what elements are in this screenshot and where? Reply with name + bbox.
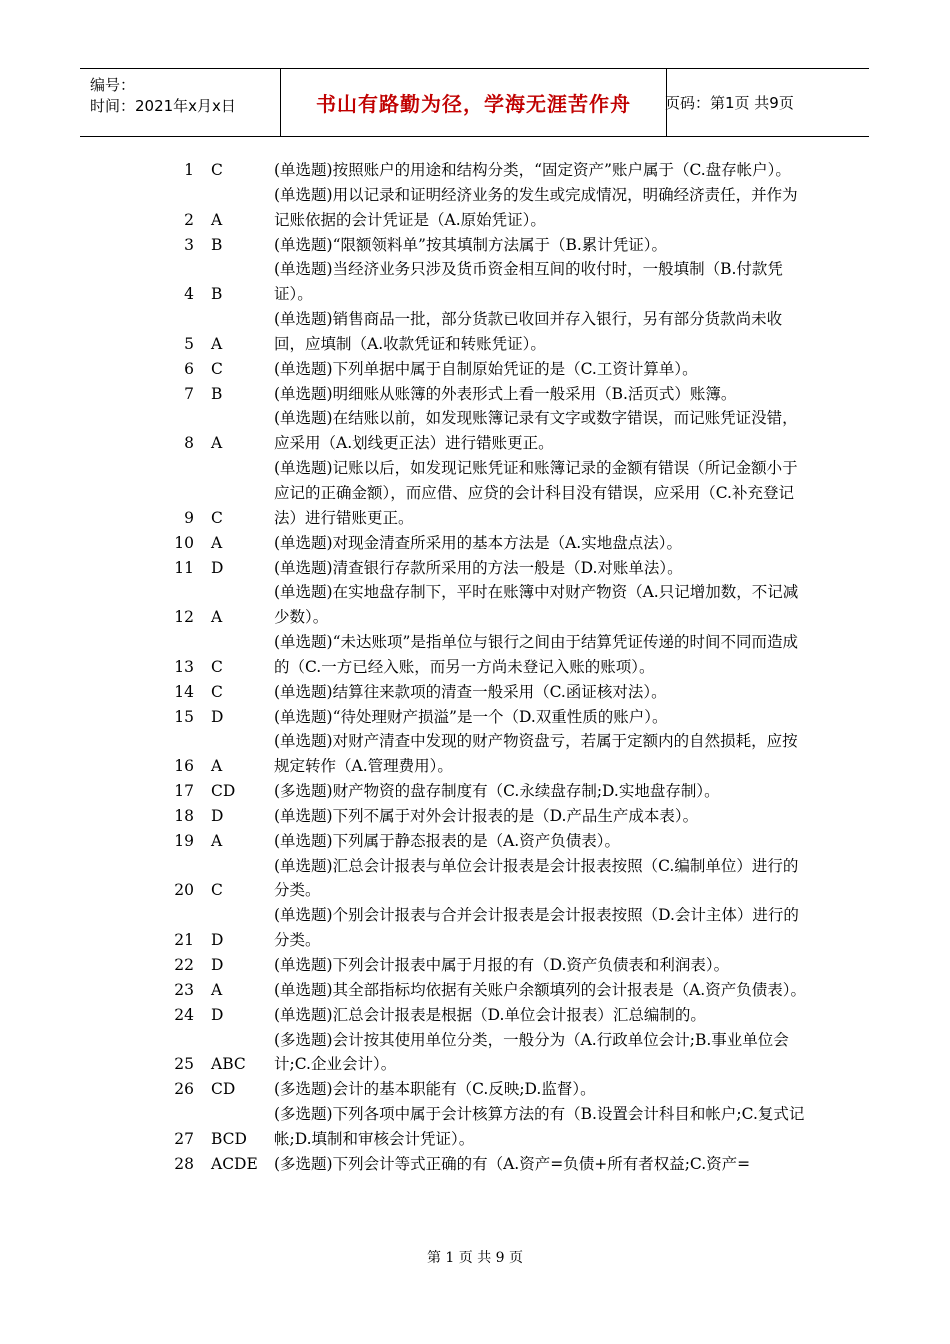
question-number: 22 [174,956,194,974]
question-text: (单选题)对现金清查所采用的基本方法是（A.实地盘点法）。 [274,533,682,552]
answer-key: ACDE [211,1154,258,1173]
question-number: 6 [184,359,194,378]
answer-key: A [211,334,223,353]
question-text: (单选题)记账以后，如发现记账凭证和账簿记录的金额有错误（所记金额小于应记的正确金额），而应借、应贷的会计科目没有错误，应采用（C.补充登记法）进行错账更正。 [274,459,798,527]
question-row [0,531,950,556]
question-row [0,382,950,407]
question-row [0,829,950,854]
question-number: 15 [174,707,194,726]
answer-key: A [211,210,223,229]
question-text: (多选题)会计的基本职能有（C.反映;D.监督）。 [274,1080,596,1099]
question-row [0,729,950,779]
time-label: 时间：2021年x月x日 [90,97,236,115]
answer-key: A [211,608,223,627]
answer-key: D [211,956,224,974]
question-number: 13 [174,657,194,676]
question-number: 19 [174,831,194,850]
question-text: (单选题)汇总会计报表是根据（D.单位会计报表）汇总编制的。 [274,1005,706,1024]
question-row [0,680,950,705]
question-list [0,158,950,1177]
question-number: 26 [174,1080,194,1099]
question-number: 5 [184,334,194,353]
answer-key: C [211,161,223,179]
answer-key: D [211,558,224,577]
answer-key: A [211,980,223,999]
answer-key: C [211,682,223,701]
question-number: 1 [184,161,194,179]
question-text: (多选题)财产物资的盘存制度有（C.永续盘存制;D.实地盘存制）。 [274,782,720,801]
question-text: (单选题)用以记录和证明经济业务的发生或完成情况，明确经济责任，并作为记账依据的会计凭证是（A.原始凭证）。 [274,185,798,229]
question-row [0,1077,950,1102]
answer-key: CD [211,1080,236,1099]
question-number: 16 [174,757,194,776]
question-text: (多选题)会计按其使用单位分类，一般分为（A.行政单位会计;B.事业单位会计;C.企业会计）。 [274,1030,789,1074]
question-row [0,257,950,307]
answer-key: D [211,1005,224,1024]
question-row [0,357,950,382]
answer-key: B [211,285,223,304]
question-row [0,1152,950,1177]
answer-key: ABC [211,1055,246,1074]
question-row [0,580,950,630]
question-row [0,903,950,953]
question-number: 20 [174,881,194,900]
question-number: 11 [174,558,194,577]
answer-key: A [211,831,223,850]
page-label: 页码：第1页 共9页 [665,94,794,112]
serial-label: 编号： [90,76,136,94]
question-text: (单选题)汇总会计报表与单位会计报表是会计报表按照（C.编制单位）进行的分类。 [274,856,799,900]
answer-key: D [211,806,224,825]
question-number: 25 [174,1055,194,1074]
question-number: 7 [184,384,194,403]
question-row [0,456,950,531]
header-page-cell [665,69,869,136]
question-number: 3 [184,235,194,254]
answer-key: A [211,434,223,453]
question-text: (单选题)清查银行存款所采用的方法一般是（D.对账单法）。 [274,558,683,577]
question-text: (单选题)其全部指标均依据有关账户余额填列的会计报表是（A.资产负债表）。 [274,980,806,999]
question-row [0,705,950,730]
question-row [0,953,950,978]
question-text: (多选题)下列各项中属于会计核算方法的有（B.设置会计科目和帐户;C.复式记帐;D.填制和审核会计凭证）。 [274,1105,805,1148]
question-number: 27 [174,1129,194,1148]
page-footer: 第 1 页 共 9 页 [426,1250,524,1266]
answer-key: A [211,533,223,552]
question-number: 10 [174,533,194,552]
header-motto-cell [280,69,667,136]
motto-text: 书山有路勤为径，学海无涯苦作舟 [316,92,631,116]
question-text: (单选题)“未达账项”是指单位与银行之间由于结算凭证传递的时间不同而造成的（C.一方已经入账，而另一方尚未登记入账的账项）。 [274,633,798,676]
question-text: (单选题)下列属于静态报表的是（A.资产负债表）。 [274,831,620,850]
question-text: (单选题)明细账从账簿的外表形式上看一般采用（B.活页式）账簿。 [274,384,737,403]
question-text: (单选题)下列不属于对外会计报表的是（D.产品生产成本表）。 [274,806,699,825]
question-row [0,978,950,1003]
question-text: (单选题)销售商品一批，部分货款已收回并存入银行，另有部分货款尚未收回，应填制（A.收款凭证和转账凭证）。 [274,310,783,353]
answer-key: A [211,757,223,776]
question-number: 18 [174,806,194,825]
question-row [0,854,950,904]
question-text: (单选题)个别会计报表与合并会计报表是会计报表按照（D.会计主体）进行的分类。 [274,906,799,950]
answer-key: C [211,881,223,900]
question-text: (单选题)当经济业务只涉及货币资金相互间的收付时，一般填制（B.付款凭证）。 [274,260,783,304]
question-number: 23 [174,980,194,999]
question-number: 2 [184,210,194,229]
question-number: 14 [174,682,194,701]
question-text: (单选题)下列会计报表中属于月报的有（D.资产负债表和利润表）。 [274,956,730,974]
question-row [0,1102,950,1152]
answer-key: CD [211,782,236,801]
question-row [0,307,950,357]
question-row [0,158,950,183]
question-number: 8 [184,434,194,453]
question-row [0,1028,950,1078]
question-row [0,1003,950,1028]
question-number: 12 [174,608,194,627]
answer-key: B [211,384,223,403]
answer-key: C [211,508,223,527]
question-number: 24 [174,1005,194,1024]
question-text: (单选题)“限额领料单”按其填制方法属于（B.累计凭证）。 [274,235,668,254]
question-row [0,779,950,804]
answer-key: BCD [211,1129,247,1148]
answer-key: C [211,359,223,378]
answer-key: B [211,235,223,254]
question-row [0,406,950,456]
question-text: (单选题)对财产清查中发现的财产物资盘亏，若属于定额内的自然损耗，应按规定转作（A.管理费用）。 [274,732,798,776]
question-row [0,630,950,680]
answer-key: C [211,657,223,676]
question-number: 4 [184,285,194,304]
header-info [80,69,280,136]
question-text: (单选题)在结账以前，如发现账簿记录有文字或数字错误，而记账凭证没错，应采用（A.划线更正法）进行错账更正。 [274,409,798,453]
question-text: (单选题)“待处理财产损溢”是一个（D.双重性质的账户）。 [274,707,668,726]
question-text: (多选题)下列会计等式正确的有（A.资产=负债+所有者权益;C.资产= [274,1154,751,1173]
question-number: 17 [174,782,194,801]
answer-key: D [211,931,224,950]
question-text: (单选题)结算往来款项的清查一般采用（C.函证核对法）。 [274,682,667,701]
answer-key: D [211,707,224,726]
question-row [0,233,950,258]
question-text: (单选题)在实地盘存制下，平时在账簿中对财产物资（A.只记增加数，不记减少数）。 [274,583,799,627]
question-number: 28 [174,1154,194,1173]
page-header [80,68,869,137]
question-text: (单选题)按照账户的用途和结构分类，“固定资产”账户属于（C.盘存帐户）。 [274,161,791,179]
question-number: 9 [184,508,194,527]
question-row [0,556,950,581]
question-number: 21 [174,931,194,950]
question-row [0,804,950,829]
question-text: (单选题)下列单据中属于自制原始凭证的是（C.工资计算单）。 [274,359,698,378]
question-row [0,183,950,233]
